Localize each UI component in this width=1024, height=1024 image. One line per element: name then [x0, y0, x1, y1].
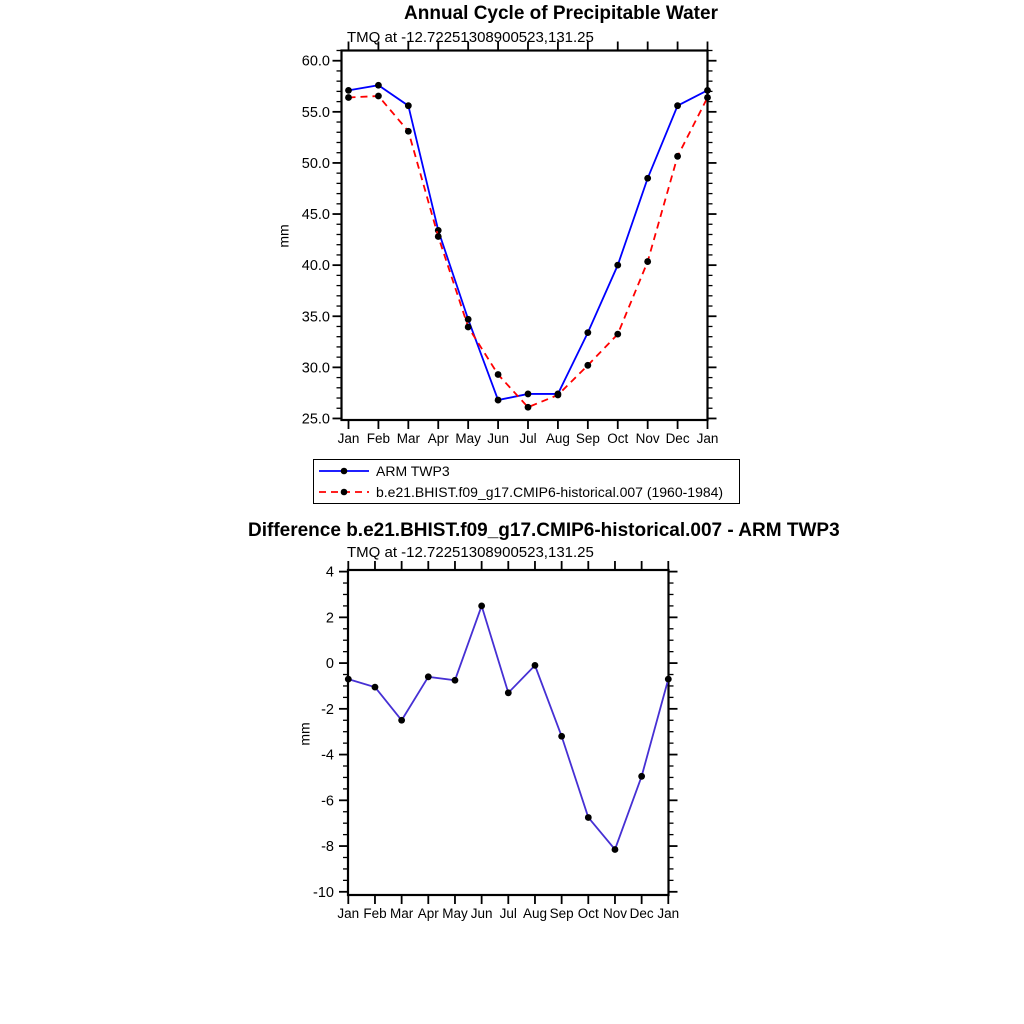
top-chart-y-axis-label: mm	[275, 224, 292, 248]
x-tick-label: Nov	[635, 431, 660, 446]
plot-border	[342, 51, 708, 421]
y-tick-label: 25.0	[301, 411, 330, 428]
legend-line-sample-blue-solid	[317, 465, 373, 477]
x-tick-label: Feb	[366, 431, 391, 446]
y-tick-label: -10	[313, 884, 334, 901]
x-tick-label: Sep	[575, 431, 600, 446]
legend-item-model	[317, 482, 739, 502]
data-point-marker	[644, 175, 651, 182]
data-point-marker	[495, 371, 502, 378]
data-point-marker	[614, 262, 621, 269]
legend-label-arm-twp3: ARM TWP3	[376, 463, 450, 479]
x-tick-label: Oct	[607, 431, 629, 446]
x-tick-label: Apr	[427, 431, 449, 446]
y-tick-label: -6	[321, 793, 334, 810]
x-tick-label: May	[442, 906, 468, 921]
x-tick-label: May	[455, 431, 481, 446]
y-tick-label: 30.0	[301, 360, 330, 377]
y-tick-label: 0	[325, 656, 334, 673]
data-point-marker	[465, 324, 472, 331]
x-tick-label: Dec	[629, 906, 654, 921]
data-point-marker	[525, 404, 532, 411]
x-tick-label: Jan	[337, 906, 360, 921]
y-tick-label: 50.0	[301, 155, 330, 172]
difference-chart-subtitle: TMQ at -12.72251308900523,131.25	[347, 544, 594, 561]
data-point-marker	[345, 94, 352, 101]
data-point-marker	[478, 603, 485, 610]
data-point-marker	[398, 717, 405, 724]
legend-item-arm-twp3	[317, 461, 739, 481]
data-point-marker	[584, 362, 591, 369]
data-point-marker	[525, 391, 532, 398]
data-point-marker	[532, 662, 539, 669]
y-tick-label: 60.0	[301, 53, 330, 70]
data-point-marker	[435, 233, 442, 240]
x-tick-label: Aug	[545, 431, 570, 446]
x-tick-label: Jan	[337, 431, 360, 446]
data-point-marker	[375, 82, 382, 89]
legend-box	[313, 459, 740, 504]
x-tick-label: Mar	[390, 906, 414, 921]
x-tick-label: Jan	[696, 431, 719, 446]
x-tick-label: Jun	[487, 431, 509, 446]
top-chart-title: Annual Cycle of Precipitable Water	[404, 3, 718, 24]
data-point-marker	[405, 128, 412, 135]
difference-chart-y-axis-label: mm	[296, 722, 313, 746]
x-tick-label: Jan	[657, 906, 680, 921]
y-tick-label: -4	[321, 747, 334, 764]
y-tick-label: -8	[321, 839, 334, 856]
difference-chart-title: Difference b.e21.BHIST.f09_g17.CMIP6-historical.007 - ARM TWP3	[248, 520, 840, 541]
data-point-marker	[665, 676, 672, 683]
data-point-marker	[585, 814, 592, 821]
series-line	[348, 606, 668, 850]
data-point-marker	[452, 677, 459, 684]
x-tick-label: Dec	[665, 431, 690, 446]
data-point-marker	[704, 94, 711, 101]
legend-marker-dot	[341, 468, 348, 475]
data-point-marker	[614, 331, 621, 338]
top-chart-plot	[302, 42, 719, 447]
y-tick-label: 4	[325, 564, 334, 581]
data-point-marker	[555, 392, 562, 399]
x-tick-label: Jul	[519, 431, 537, 446]
x-tick-label: Apr	[417, 906, 439, 921]
plot-border	[348, 570, 669, 895]
data-point-marker	[372, 684, 379, 691]
x-tick-label: Oct	[577, 906, 599, 921]
y-tick-label: 2	[325, 610, 334, 627]
data-point-marker	[375, 93, 382, 100]
series-line	[349, 85, 708, 400]
data-point-marker	[612, 846, 619, 853]
x-tick-label: Nov	[602, 906, 627, 921]
x-tick-label: Sep	[549, 906, 574, 921]
x-tick-label: Aug	[522, 906, 547, 921]
x-tick-label: Jul	[499, 906, 517, 921]
data-point-marker	[435, 227, 442, 234]
data-point-marker	[674, 102, 681, 109]
x-tick-label: Feb	[363, 906, 387, 921]
data-point-marker	[558, 733, 565, 740]
data-point-marker	[674, 153, 681, 160]
y-tick-label: -2	[321, 701, 334, 718]
data-point-marker	[425, 673, 432, 680]
y-tick-label: 45.0	[301, 207, 330, 224]
data-point-marker	[704, 87, 711, 94]
data-point-marker	[345, 87, 352, 94]
difference-chart-plot	[313, 561, 679, 921]
data-point-marker	[584, 329, 591, 336]
legend-label-model: b.e21.BHIST.f09_g17.CMIP6-historical.007 (1960-1984)	[376, 484, 724, 500]
y-tick-label: 35.0	[301, 309, 330, 326]
legend-marker-dot	[341, 489, 348, 496]
data-point-marker	[495, 397, 502, 404]
data-point-marker	[405, 102, 412, 109]
x-tick-label: Mar	[396, 431, 420, 446]
x-tick-label: Jun	[470, 906, 493, 921]
legend-line-sample-red-dashed	[317, 486, 373, 498]
y-tick-label: 40.0	[301, 258, 330, 275]
data-point-marker	[644, 258, 651, 265]
data-point-marker	[638, 773, 645, 780]
data-point-marker	[345, 676, 352, 683]
y-tick-label: 55.0	[301, 104, 330, 121]
data-point-marker	[505, 689, 512, 696]
top-chart-subtitle: TMQ at -12.72251308900523,131.25	[347, 29, 594, 46]
series-line	[349, 96, 708, 407]
